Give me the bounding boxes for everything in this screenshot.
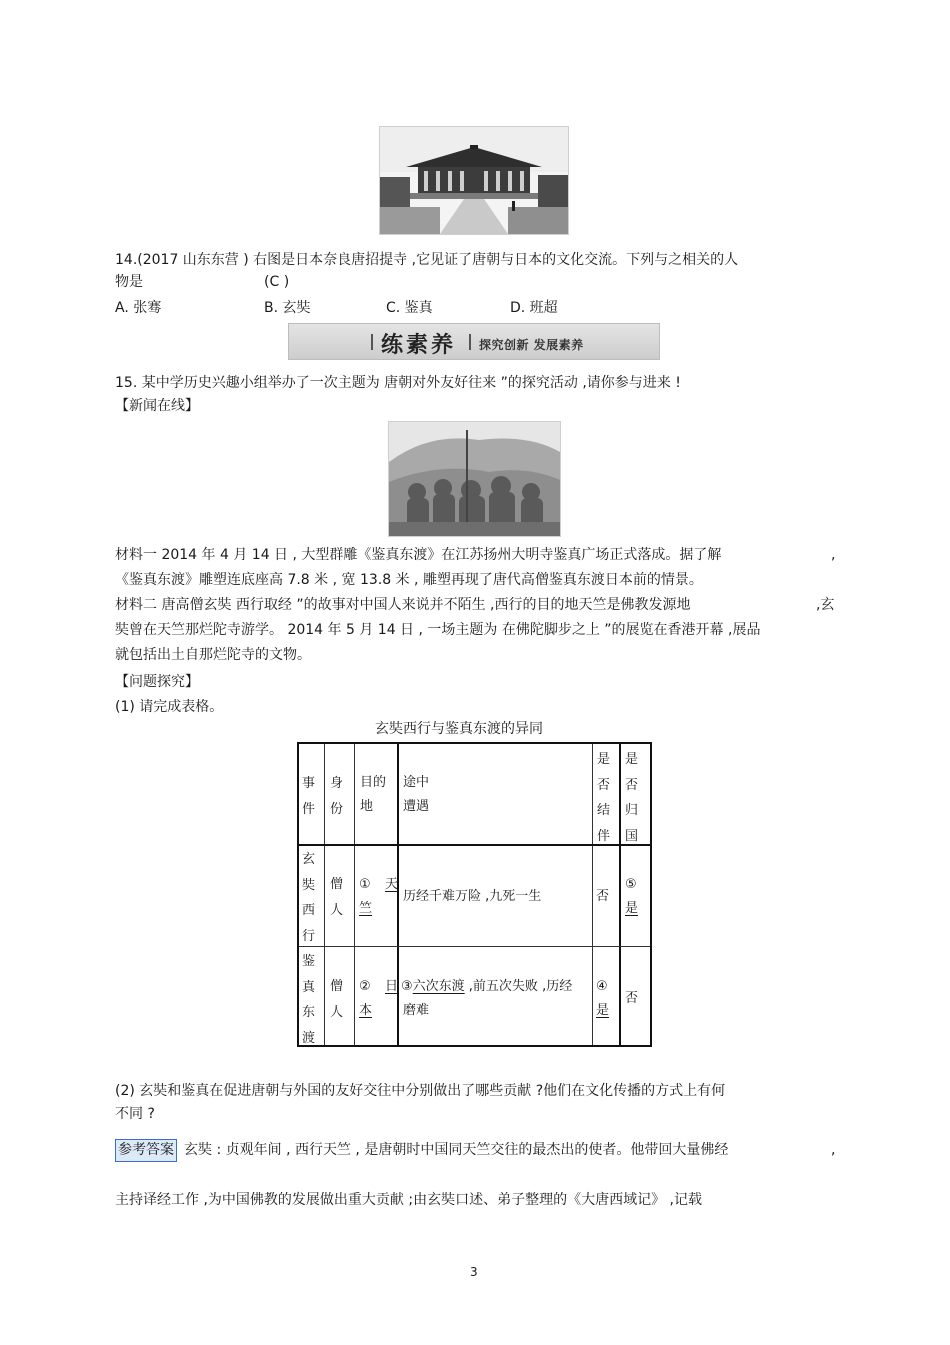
comparison-table — [297, 742, 652, 1047]
sub-question-1: (1) 请完成表格。 — [115, 699, 224, 715]
question-14-answer: (C ) — [264, 274, 290, 290]
page-number: 3 — [470, 1265, 478, 1279]
banner-subtitle: 探究创新 发展素养 — [479, 338, 584, 352]
banner-divider-right — [469, 334, 471, 350]
header-event: 事件 — [302, 776, 316, 817]
banner-divider-left — [371, 334, 373, 350]
header-route-b: 遭遇 — [403, 799, 430, 814]
inquiry-heading: 【问题探究】 — [115, 674, 199, 690]
row1-destination-answer-b: 竺 — [359, 901, 373, 916]
question-15-intro: 15. 某中学历史兴趣小组举办了一次主题为 唐朝对外友好往来 ”的探究活动 ,请你参与进来 ! — [115, 375, 681, 391]
answer-line1: 玄奘 : 贞观年间 , 西行天竺 , 是唐朝时中国同天竺交往的最杰出的使者。他带回大量佛经 — [184, 1142, 729, 1158]
row2-event: 鉴真东渡 — [302, 954, 316, 1046]
row-divider — [299, 946, 650, 947]
row2-destination-number: ② — [359, 979, 371, 994]
column-divider — [324, 744, 325, 1045]
header-route-a: 途中 — [403, 775, 430, 790]
column-divider — [354, 744, 355, 1045]
section-banner — [288, 323, 660, 360]
header-destination-a: 目的 — [360, 775, 387, 790]
row2-route-line2: 磨难 — [403, 1003, 430, 1018]
material2-line1: 材料二 唐高僧玄奘 西行取经 ”的故事对中国人来说并不陌生 ,西行的目的地天竺是佛教发源地 — [115, 597, 691, 613]
row2-returned: 否 — [625, 991, 639, 1006]
row2-identity: 僧人 — [330, 979, 344, 1020]
row1-destination-number: ① — [359, 877, 371, 892]
sub-question-2-line1: (2) 玄奘和鉴真在促进唐朝与外国的友好交往中分别做出了哪些贡献 ?他们在文化传播的方式上有何 — [115, 1083, 726, 1099]
question-14-line1: 14.(2017 山东东营 ) 右图是日本奈良唐招提寺 ,它见证了唐朝与日本的文化交流。下列与之相关的人 — [115, 252, 739, 268]
row1-identity: 僧人 — [330, 877, 344, 918]
material2-line2: 奘曾在天竺那烂陀寺游学。 2014 年 5 月 14 日 , 一场主题为 在佛陀脚步之上 ”的展览在香港开幕 ,展品 — [115, 622, 761, 638]
sub-question-2-line2: 不同 ? — [115, 1106, 155, 1122]
row2-route-rest: ,前五次失败 ,历经 — [464, 979, 573, 994]
banner-title: 练素养 — [381, 333, 457, 358]
option-b: B. 玄奘 — [264, 300, 311, 316]
header-returned: 是否归国 — [625, 752, 639, 844]
option-d: D. 班超 — [510, 300, 558, 316]
row2-route-answer: 六次东渡 — [412, 979, 465, 994]
answer-line1-end: , — [831, 1142, 836, 1158]
row1-destination-answer-a: 天 — [385, 877, 399, 892]
question-14-line2: 物是 — [115, 274, 143, 290]
material1-line1-end: , — [831, 547, 836, 563]
row1-route: 历经千难万险 ,九死一生 — [403, 889, 542, 904]
header-identity: 身份 — [330, 776, 344, 817]
news-heading: 【新闻在线】 — [115, 398, 199, 414]
row1-returned-number: ⑤ — [625, 877, 637, 892]
option-c: C. 鉴真 — [386, 300, 433, 316]
row2-route-line1 — [401, 977, 572, 997]
answer-line2: 主持译经工作 ,为中国佛教的发展做出重大贡献 ;由玄奘口述、弟子整理的《大唐西域记》 ,记载 — [115, 1192, 702, 1208]
sculpture-photo — [388, 421, 561, 537]
table-caption: 玄奘西行与鉴真东渡的异同 — [375, 721, 543, 737]
answer-tag: 参考答案 — [115, 1139, 177, 1162]
column-divider — [619, 744, 621, 1045]
row1-event: 玄奘西行 — [302, 852, 316, 944]
row1-companion: 否 — [596, 889, 610, 904]
row2-companion-answer: 是 — [596, 1003, 610, 1018]
material2-line3: 就包括出土自那烂陀寺的文物。 — [115, 647, 311, 663]
row1-returned-answer: 是 — [625, 901, 639, 916]
header-companion: 是否结伴 — [597, 752, 611, 844]
row2-companion-number: ④ — [596, 979, 608, 994]
column-divider — [592, 744, 593, 1045]
option-a: A. 张骞 — [115, 300, 162, 316]
row2-destination-answer-a: 日 — [385, 979, 399, 994]
row2-destination-answer-b: 本 — [359, 1003, 373, 1018]
temple-photo — [379, 126, 569, 235]
material1-line2: 《鉴真东渡》雕塑连底座高 7.8 米 , 宽 13.8 米 , 雕塑再现了唐代高僧鉴真东渡日本前的情景。 — [115, 572, 703, 588]
header-destination-b: 地 — [360, 799, 374, 814]
material2-line1-end: ,玄 — [816, 597, 835, 613]
row2-route-number: ③ — [401, 979, 413, 994]
material1-line1: 材料一 2014 年 4 月 14 日 , 大型群雕《鉴真东渡》在江苏扬州大明寺鉴真广场正式落成。据了解 — [115, 547, 722, 563]
